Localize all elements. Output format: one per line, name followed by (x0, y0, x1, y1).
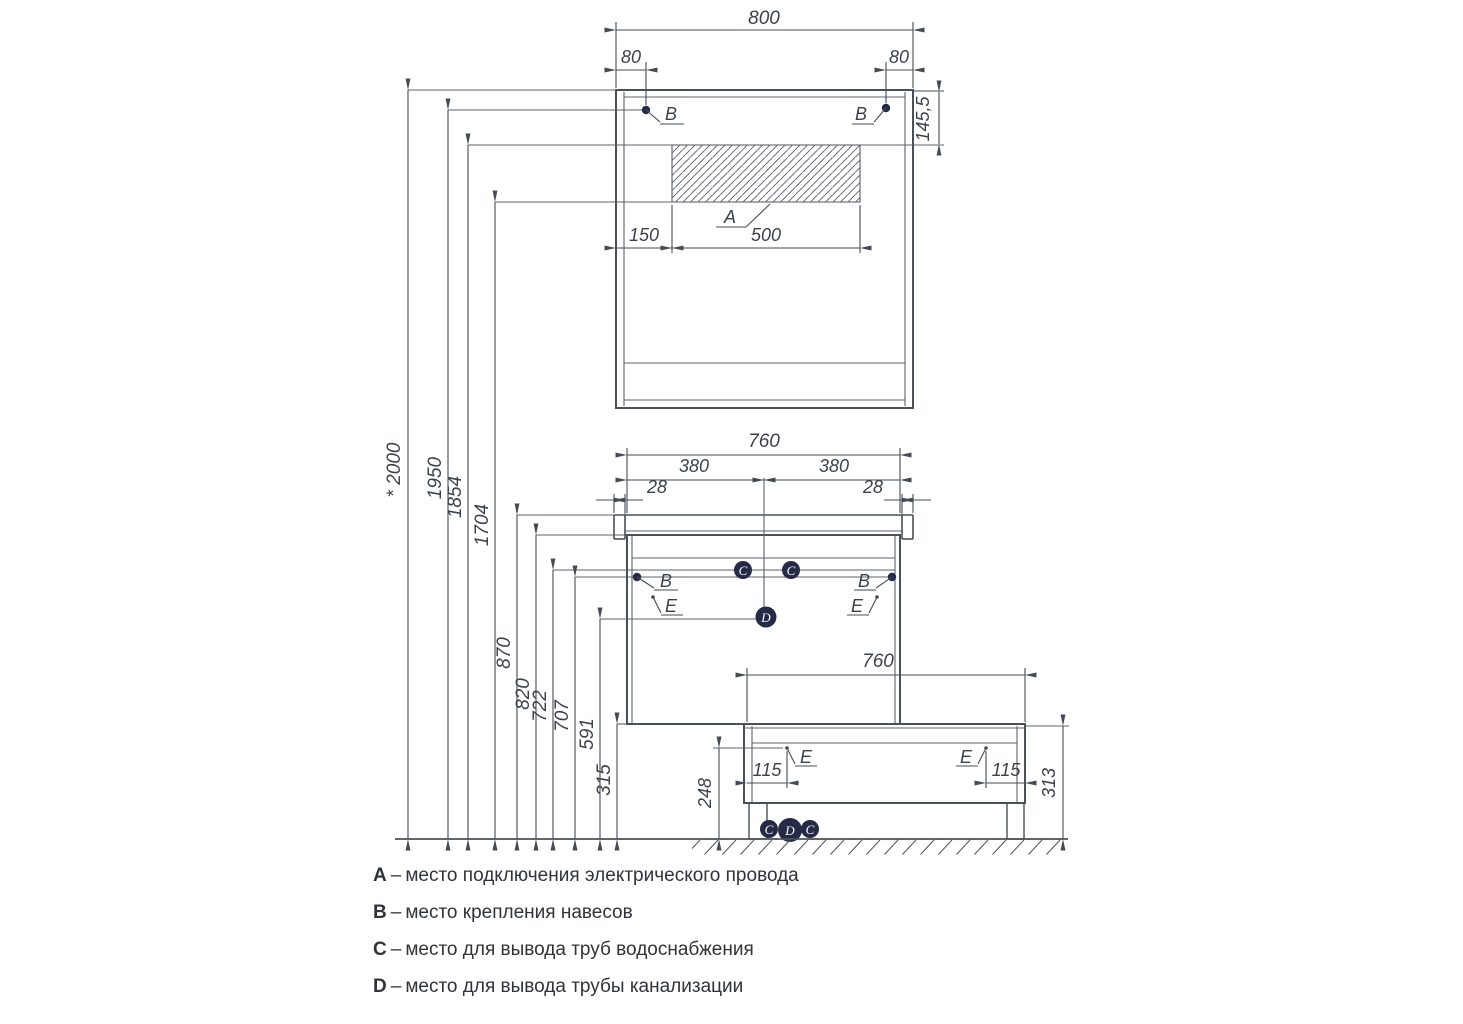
dim-hanger-offset-left: 80 (620, 47, 642, 67)
dim-lamp-zone-height: 145,5 (913, 96, 933, 142)
marker-letter-c-left: C (738, 563, 748, 578)
legend-item-b (373, 903, 799, 923)
marker-letter-d: D (761, 610, 771, 625)
screw-point-left (651, 595, 655, 599)
label-b-vanity-right: B (857, 571, 871, 591)
label-e-base-left: E (799, 747, 813, 767)
dim-overhang-right: 28 (862, 477, 884, 497)
dim-vanity-half-left: 380 (678, 456, 710, 476)
base-cabinet (713, 668, 1069, 842)
legend-description: место для вывода трубы канализации (405, 976, 744, 997)
base-leg-right (1007, 803, 1024, 839)
legend-item-c (373, 940, 799, 960)
legend-separator: – (390, 976, 402, 997)
legend-separator: – (390, 902, 402, 923)
mirror-cabinet (616, 90, 913, 408)
legend-description: место для вывода труб водоснабжения (405, 939, 754, 960)
mirror-cabinet-outline (616, 90, 913, 408)
dim-hanger-offset-right: 80 (888, 47, 910, 67)
label-e-vanity-right: E (850, 596, 864, 616)
dim-zone-offset: 150 (628, 225, 660, 245)
dim-hangers-height: 1950 (425, 456, 446, 500)
legend-letter: B (373, 902, 387, 923)
legend-description: место крепления навесов (405, 902, 633, 923)
dim-worktop-height: 870 (494, 637, 515, 669)
marker-letter-c-right: C (786, 563, 796, 578)
dim-base-top-height: 313 (1039, 767, 1059, 799)
dim-zone-width: 500 (750, 225, 782, 245)
legend-separator: – (390, 865, 402, 886)
label-b-vanity-left: B (659, 571, 673, 591)
dim-vanity-width: 760 (748, 431, 780, 452)
legend-item-a (373, 866, 799, 886)
label-b-mirror-left: B (664, 104, 678, 124)
floor-marker-letter-c-left: C (764, 822, 774, 837)
legend-letter: C (373, 939, 387, 960)
legend-letter: A (373, 865, 387, 886)
electrical-zone-hatch (672, 145, 860, 202)
dim-overhang-left: 28 (646, 477, 668, 497)
dim-cabinet-top-height: 820 (513, 678, 534, 710)
screw-point-right (875, 595, 879, 599)
dim-mirror-width: 800 (748, 8, 780, 29)
dim-base-width: 760 (862, 651, 894, 672)
legend (373, 866, 799, 1014)
dim-water-outlet-height: 722 (530, 690, 551, 722)
dim-screw-offset-right: 115 (991, 760, 1021, 780)
dim-total-height: * 2000 (384, 442, 405, 498)
legend-letter: D (373, 976, 387, 997)
mirror-dimensions (468, 22, 944, 253)
legend-description: место подключения электрического провода (405, 865, 799, 886)
label-e-base-right: E (959, 747, 973, 767)
dim-vanity-half-right: 380 (818, 456, 850, 476)
legend-item-d (373, 977, 799, 997)
legend-separator: – (390, 939, 402, 960)
floor-marker-letter-d: D (785, 823, 795, 838)
floor-line (395, 839, 1068, 855)
dim-cabinet-hanger-height: 707 (552, 700, 573, 732)
dim-zone-bottom-height: 1704 (472, 503, 493, 547)
label-a: A (723, 207, 737, 227)
floor-hatch (692, 840, 1062, 855)
base-outline (744, 724, 1025, 803)
label-e-vanity-left: E (664, 596, 678, 616)
dim-zone-top-height: 1854 (445, 475, 466, 519)
floor-marker-letter-c-right: C (805, 822, 815, 837)
label-b-mirror-right: B (854, 104, 868, 124)
dim-screw-height: 248 (695, 777, 715, 809)
dim-base-top-height: 315 (594, 764, 615, 796)
dim-drain-height: 591 (577, 718, 598, 750)
dim-screw-offset-left: 115 (752, 760, 782, 780)
